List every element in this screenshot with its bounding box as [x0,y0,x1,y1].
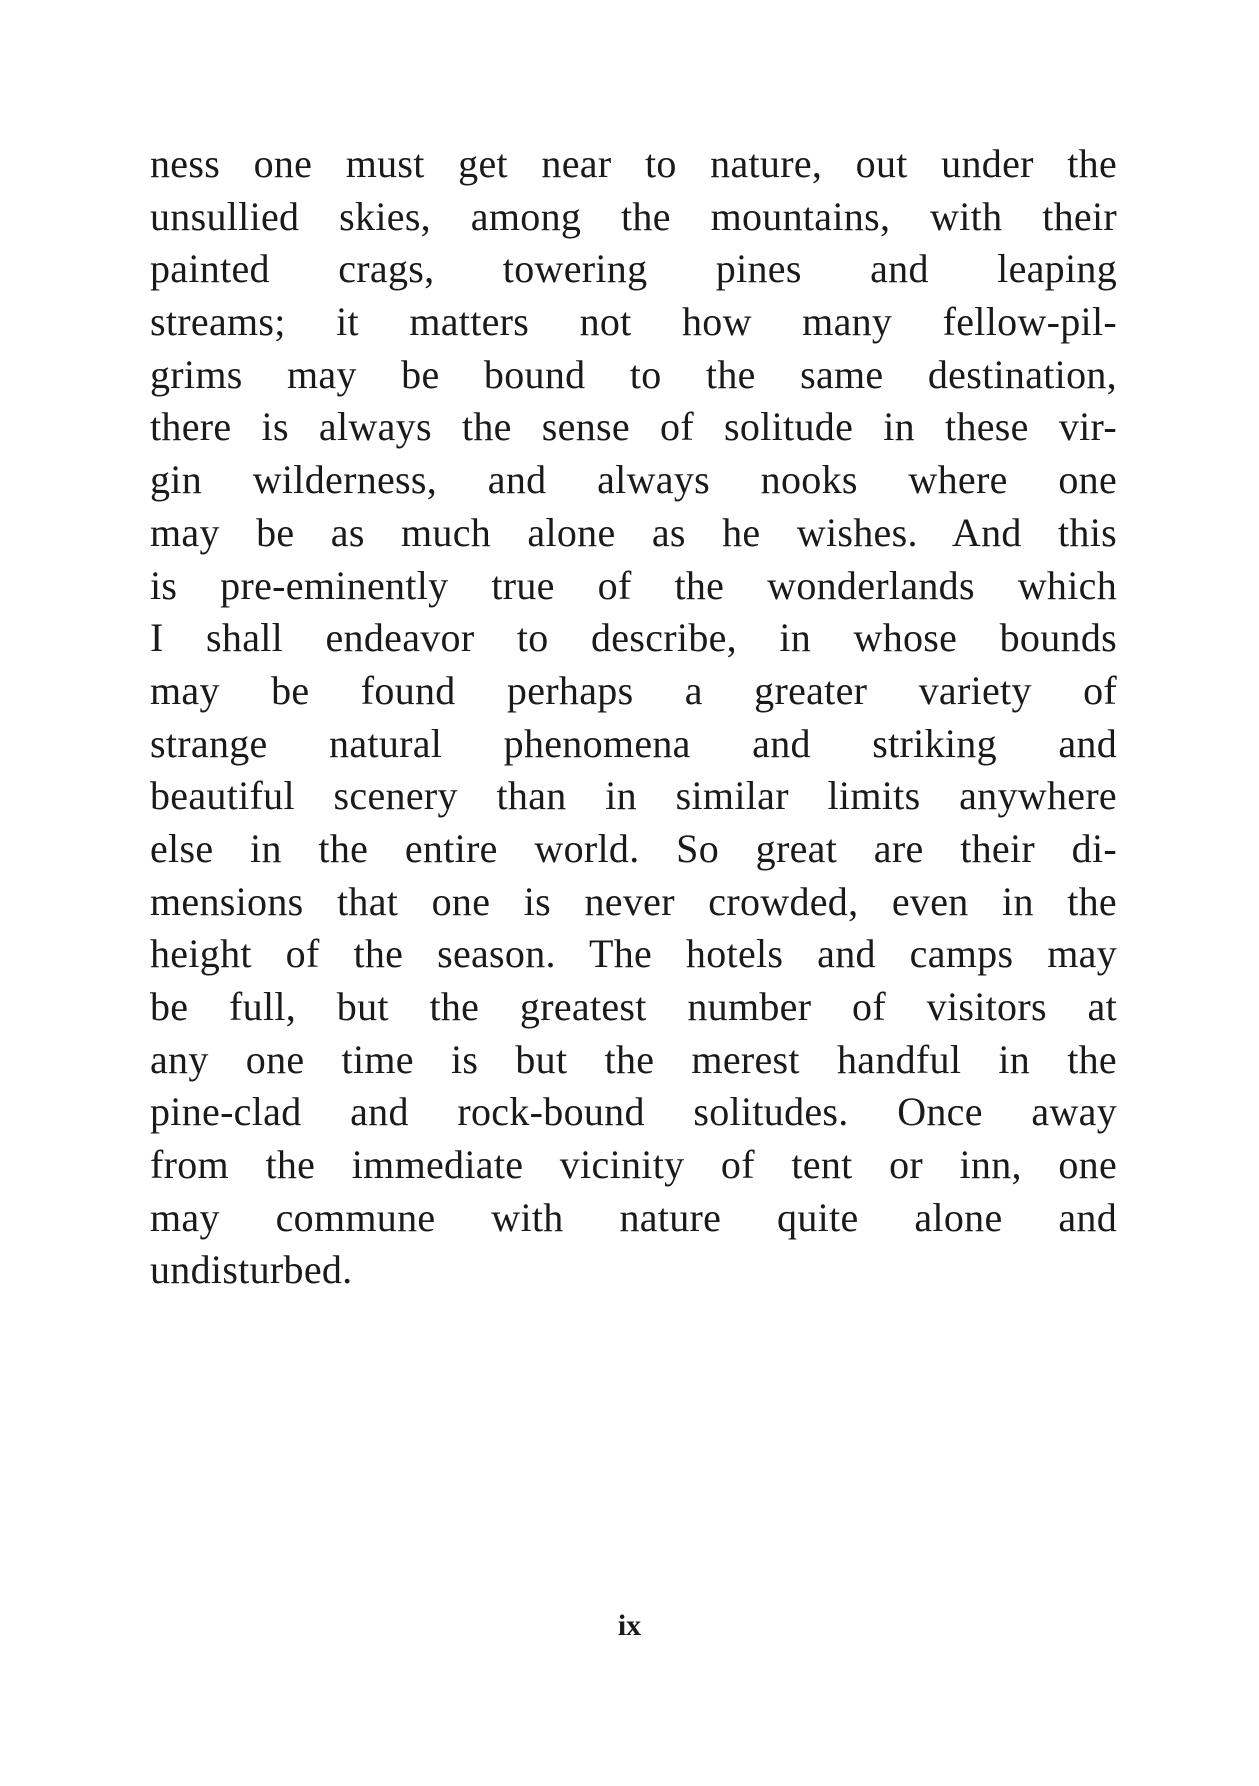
text-line-2: unsullied skies, among the mountains, with their [150,193,1117,239]
page-number: ix [617,1609,642,1642]
text-line-17: be full, but the greatest number of visitors at [150,984,1117,1029]
text-line-18: any one time is but the merest handful in the [150,1036,1117,1082]
text-line-22: undisturbed. [150,1247,353,1293]
text-line-3: painted crags, towering pines and leaping [150,246,1117,292]
text-line-10: I shall endeavor to describe, in whose bounds [150,615,1117,661]
text-line-16: height of the season. The hotels and camps may [150,931,1117,977]
text-line-5: grims may be bound to the same destination, [150,351,1117,397]
text-line-4: streams; it matters not how many fellow-pil- [150,299,1117,345]
body-text [150,138,1117,1297]
text-line-14: else in the entire world. So great are their di- [150,825,1117,871]
text-line-19: pine-clad and rock-bound solitudes. Once away [150,1089,1117,1135]
text-line-8: may be as much alone as he wishes. And this [150,509,1117,555]
text-line-9: is pre-eminently true of the wonderlands which [150,562,1117,608]
text-line-11: may be found perhaps a greater variety of [150,667,1117,713]
text-line-1: ness one must get near to nature, out under the [150,141,1117,186]
text-line-21: may commune with nature quite alone and [150,1194,1117,1240]
text-line-6: there is always the sense of solitude in these vir- [150,404,1117,450]
text-line-13: beautiful scenery than in similar limits anywhere [150,773,1117,819]
text-line-20: from the immediate vicinity of tent or inn, one [150,1142,1117,1188]
text-line-7: gin wilderness, and always nooks where one [150,457,1117,503]
text-line-12: strange natural phenomena and striking and [150,720,1117,766]
text-line-15: mensions that one is never crowded, even in the [150,878,1117,924]
